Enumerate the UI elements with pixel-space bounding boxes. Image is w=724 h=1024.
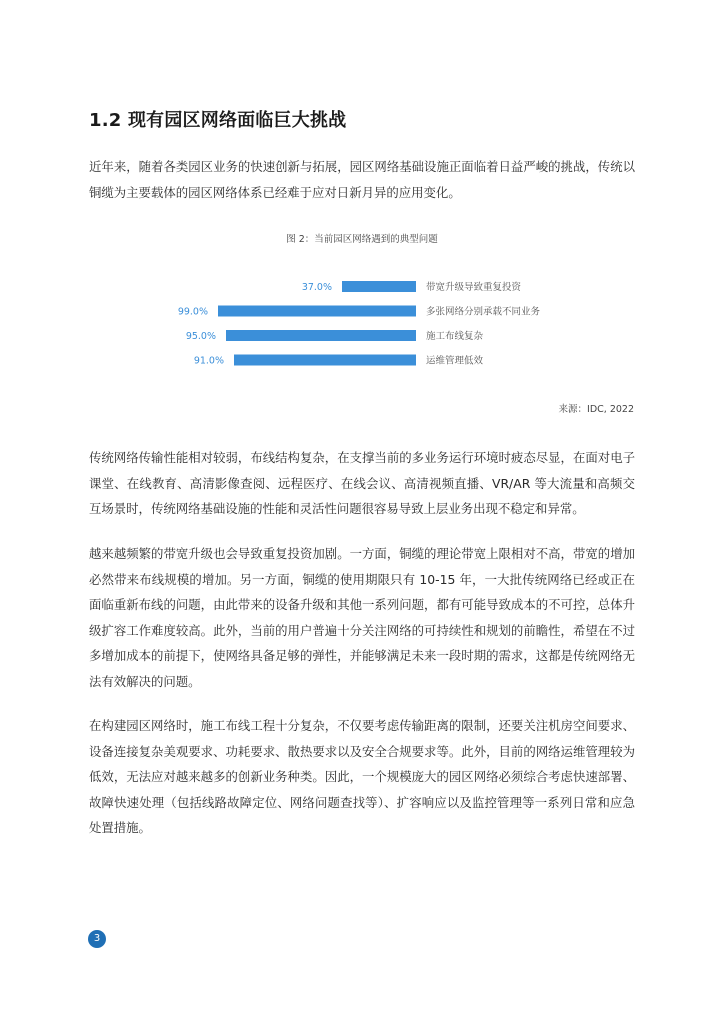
chart-bar bbox=[342, 281, 416, 292]
paragraph-performance: 传统网络传输性能相对较弱，布线结构复杂，在支撑当前的多业务运行环境时疲态尽显，在面对电子课堂、在线教育、高清影像查阅、远程医疗、在线会议、高清视频直播、VR/AR 等大流量和高频交互场景时，传统网络基础设施的性能和灵活性问题很容易导致上层业务出现不稳定和异常。 bbox=[89, 450, 635, 517]
chart-value-label: 95.0% bbox=[185, 331, 216, 342]
section-heading: 1.2 现有园区网络面临巨大挑战 bbox=[89, 110, 347, 131]
chart-category-label: 施工布线复杂 bbox=[426, 331, 484, 342]
page-number-badge: 3 bbox=[88, 930, 106, 948]
chart-category-label: 运维管理低效 bbox=[426, 355, 484, 367]
figure-caption: 图 2：当前园区网络遇到的典型问题 bbox=[286, 234, 438, 245]
chart-bar bbox=[218, 306, 416, 317]
paragraph-construction: 在构建园区网络时，施工布线工程十分复杂，不仅要考虑传输距离的限制，还要关注机房空间要求、设备连接复杂美观要求、功耗要求、散热要求以及安全合规要求等。此外，目前的网络运维管理较为低效，无法应对越来越多的创新业务种类。因此，一个规模庞大的园区网络必须综合考虑快速部署、故障快速处理（包括线路故障定位、网络问题查找等）、扩容响应以及监控管理等一系列日常和应急处置措施。 bbox=[89, 718, 635, 836]
figure-source: 来源：IDC, 2022 bbox=[558, 404, 634, 415]
chart-value-label: 99.0% bbox=[177, 306, 208, 318]
chart-category-label: 多张网络分别承载不同业务 bbox=[426, 306, 541, 318]
chart-category-label: 带宽升级导致重复投资 bbox=[426, 282, 522, 293]
chart-bar bbox=[226, 330, 416, 341]
chart-value-label: 91.0% bbox=[193, 355, 224, 367]
chart-bar bbox=[234, 355, 416, 366]
paragraph-intro: 近年来，随着各类园区业务的快速创新与拓展，园区网络基础设施正面临着日益严峻的挑战，传统以铜缆为主要载体的园区网络体系已经难于应对日新月异的应用变化。 bbox=[89, 159, 635, 200]
chart-value-label: 37.0% bbox=[301, 282, 332, 293]
paragraph-bandwidth: 越来越频繁的带宽升级也会导致重复投资加剧。一方面，铜缆的理论带宽上限相对不高，带宽的增加必然带来布线规模的增加。另一方面，铜缆的使用期限只有 10-15 年，一大批传统网络已经或正在面临重新布线的问题，由此带来的设备升级和其他一系列问题，都有可能导致成本的不可控，总体升级扩容工作难度较高。此外，当前的用户普遍十分关注网络的可持续性和规划的前瞻性，希望在不过多增加成本的前提下，使网络具备足够的弹性，并能够满足未来一段时期的需求，这都是传统网络无法有效解决的问题。 bbox=[89, 546, 635, 689]
bar-chart bbox=[150, 272, 570, 372]
